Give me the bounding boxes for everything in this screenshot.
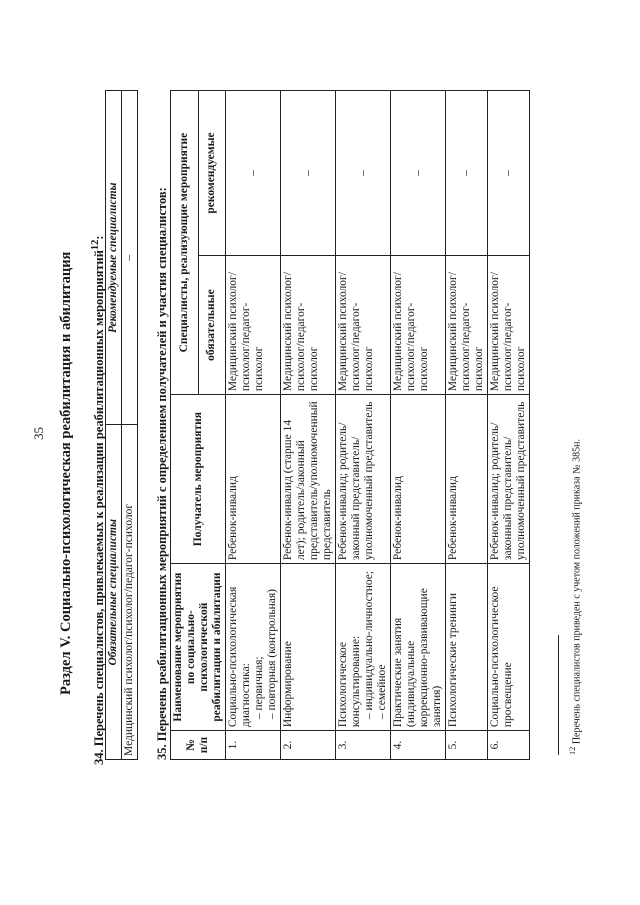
table-header-row: [171, 91, 199, 760]
required-specialists-cell: Медицинский психолог/психолог/педагог-психолог: [488, 255, 530, 394]
footnote-ref: 12: [90, 239, 101, 251]
table-row: [281, 91, 336, 760]
measure-subitems: [363, 567, 389, 727]
recipient-cell: Ребенок-инвалид: [226, 395, 281, 564]
recommended-specialists-cell: –: [336, 91, 391, 256]
footnote: [568, 439, 582, 755]
row-number: 5.: [446, 731, 488, 760]
section-34-heading-text: 34. Перечень специалистов, привлекаемых к реализации реабилитационных мероприятий: [92, 250, 107, 765]
list-item: – индивидуально-личностное;: [363, 567, 376, 727]
measure-name-cell: [226, 564, 281, 731]
row-number: 2.: [281, 731, 336, 760]
recipient-cell: Ребенок-инвалид (старше 14 лет); родитель/законный представитель/уполномоченный представитель: [281, 395, 336, 564]
list-item: – семейное: [376, 567, 389, 727]
footnote-divider: [558, 635, 559, 755]
recipient-cell: Ребенок-инвалид: [446, 395, 488, 564]
table-row: [336, 91, 391, 760]
col-required: обязательные: [198, 255, 226, 394]
row-number: 4.: [391, 731, 446, 760]
measure-name: Психологические тренинги: [447, 592, 459, 728]
footnote-text: Перечень специалистов приведен с учетом положений приказа № 385н.: [571, 439, 583, 747]
row-number: 3.: [336, 731, 391, 760]
table-row: [391, 91, 446, 760]
table-row: [226, 91, 281, 760]
measure-name-cell: [281, 564, 336, 731]
section-35-heading: 35. Перечень реабилитационных мероприятий с определением получателей и участия специалистов:: [155, 187, 169, 760]
recipient-cell: Ребенок-инвалид: [391, 395, 446, 564]
required-specialists-cell: Медицинский психолог/психолог/педагог-психолог: [336, 255, 391, 394]
col-recipient: Получатель мероприятия: [171, 395, 226, 564]
measure-name: Информирование: [282, 641, 294, 728]
measures-table: [170, 90, 530, 760]
measure-name: Социально-психологическая диагностика:: [227, 586, 252, 728]
list-item: – повторная (контрольная): [266, 567, 279, 727]
col-measure-name: Наименование мероприятия по социально-психологической реабилитации и абилитации: [171, 564, 226, 731]
measure-name-cell: [336, 564, 391, 731]
measures-table-body: [226, 91, 530, 760]
col-number: № п/п: [171, 731, 226, 760]
col-recommended: рекомендуемые: [198, 91, 226, 256]
row-number: 6.: [488, 731, 530, 760]
required-specialists-cell: Медицинский психолог/психолог/педагог-психолог: [226, 255, 281, 394]
required-specialists-cell: Медицинский психолог/психолог/педагог-психолог: [391, 255, 446, 394]
recommended-specialists-cell: –: [446, 91, 488, 256]
measure-name-cell: [446, 564, 488, 731]
measure-name-cell: [391, 564, 446, 731]
recipient-cell: Ребенок-инвалид; родитель/законный представитель/уполномоченный представитель: [488, 395, 530, 564]
measure-name: Практические занятия (индивидуальные коррекционно-развивающие занятия): [392, 588, 443, 728]
list-item: – первичная;: [253, 567, 266, 727]
row-number: 1.: [226, 731, 281, 760]
measure-name: Социально-психологическое просвещение: [489, 586, 514, 728]
recommended-specialists-cell: –: [226, 91, 281, 256]
recommended-specialists-cell: –: [391, 91, 446, 256]
section-title: Раздел V. Социально-психологическая реабилитация и абилитация: [58, 251, 74, 695]
section-34-heading-end: :: [92, 235, 107, 240]
page-number: 35: [31, 427, 46, 440]
col-required-specialists: Обязательные специалисты: [106, 425, 122, 760]
required-specialists-cell: Медицинский психолог/психолог/педагог-психолог: [122, 425, 138, 760]
measure-subitems: [253, 567, 279, 727]
table-header-row: [106, 91, 122, 760]
table-row: [488, 91, 530, 760]
col-recommended-specialists: Рекомендуемые специалисты: [106, 91, 122, 426]
required-specialists-cell: Медицинский психолог/психолог/педагог-психолог: [446, 255, 488, 394]
recommended-specialists-cell: –: [122, 91, 138, 426]
recommended-specialists-cell: –: [281, 91, 336, 256]
col-specialists: Специалисты, реализующие мероприятие: [171, 91, 199, 395]
recommended-specialists-cell: –: [488, 91, 530, 256]
measure-name-cell: [488, 564, 530, 731]
specialists-table: [105, 90, 138, 760]
measure-name: Психологическое консультирование:: [337, 635, 362, 728]
table-row: [122, 91, 138, 760]
footnote-mark: 12: [568, 746, 577, 755]
table-row: [446, 91, 488, 760]
required-specialists-cell: Медицинский психолог/психолог/педагог-психолог: [281, 255, 336, 394]
recipient-cell: Ребенок-инвалид; родитель/законный представитель/уполномоченный представитель: [336, 395, 391, 564]
